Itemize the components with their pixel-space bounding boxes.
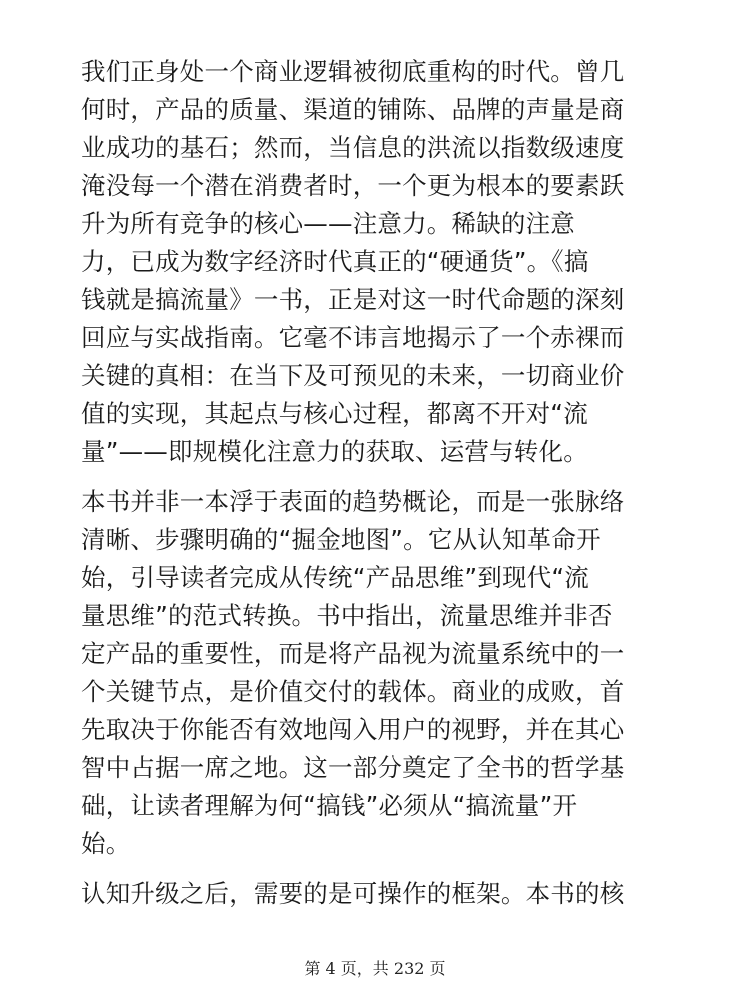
text-line: 础，让读者理解为何“搞钱”必须从“搞流量”开: [81, 791, 578, 820]
text-line: 始。: [81, 829, 131, 858]
text-line: 业成功的基石；然而，当信息的洪流以指数级速度: [81, 133, 625, 162]
page-number-footer: 第 4 页，共 232 页: [304, 959, 446, 978]
paragraph-2: [81, 483, 681, 863]
text-line: 力，已成为数字经济时代真正的“硬通货”。《搞: [81, 247, 589, 276]
text-line: 回应与实战指南。它毫不讳言地揭示了一个赤裸而: [81, 323, 625, 352]
paragraph-3: [81, 875, 681, 913]
page-body: [81, 53, 681, 925]
text-line: 清晰、步骤明确的“掘金地图”。它从认知革命开: [81, 525, 601, 554]
text-line: 个关键节点，是价值交付的载体。商业的成败，首: [81, 677, 625, 706]
paragraph-1: [81, 53, 681, 471]
text-line: 智中占据一席之地。这一部分奠定了全书的哲学基: [81, 753, 625, 782]
text-line: 定产品的重要性，而是将产品视为流量系统中的一: [81, 639, 625, 668]
text-line: 量思维”的范式转换。书中指出，流量思维并非否: [81, 601, 613, 630]
text-line: 淹没每一个潜在消费者时，一个更为根本的要素跃: [81, 171, 625, 200]
text-line: 量”——即规模化注意力的获取、运营与转化。: [81, 437, 588, 466]
text-line: 我们正身处一个商业逻辑被彻底重构的时代。曾几: [81, 57, 625, 86]
text-line: 始，引导读者完成从传统“产品思维”到现代“流: [81, 563, 589, 592]
text-line: 值的实现，其起点与核心过程，都离不开对“流: [81, 399, 588, 428]
text-line: 升为所有竞争的核心——注意力。稀缺的注意: [81, 209, 575, 238]
text-line: 钱就是搞流量》一书，正是对这一时代命题的深刻: [81, 285, 625, 314]
text-line: 先取决于你能否有效地闯入用户的视野，并在其心: [81, 715, 625, 744]
text-line: 认知升级之后，需要的是可操作的框架。本书的核: [81, 879, 625, 908]
text-line: 关键的真相：在当下及可预见的未来，一切商业价: [81, 361, 625, 390]
text-line: 何时，产品的质量、渠道的铺陈、品牌的声量是商: [81, 95, 625, 124]
text-line: 本书并非一本浮于表面的趋势概论，而是一张脉络: [81, 487, 625, 516]
